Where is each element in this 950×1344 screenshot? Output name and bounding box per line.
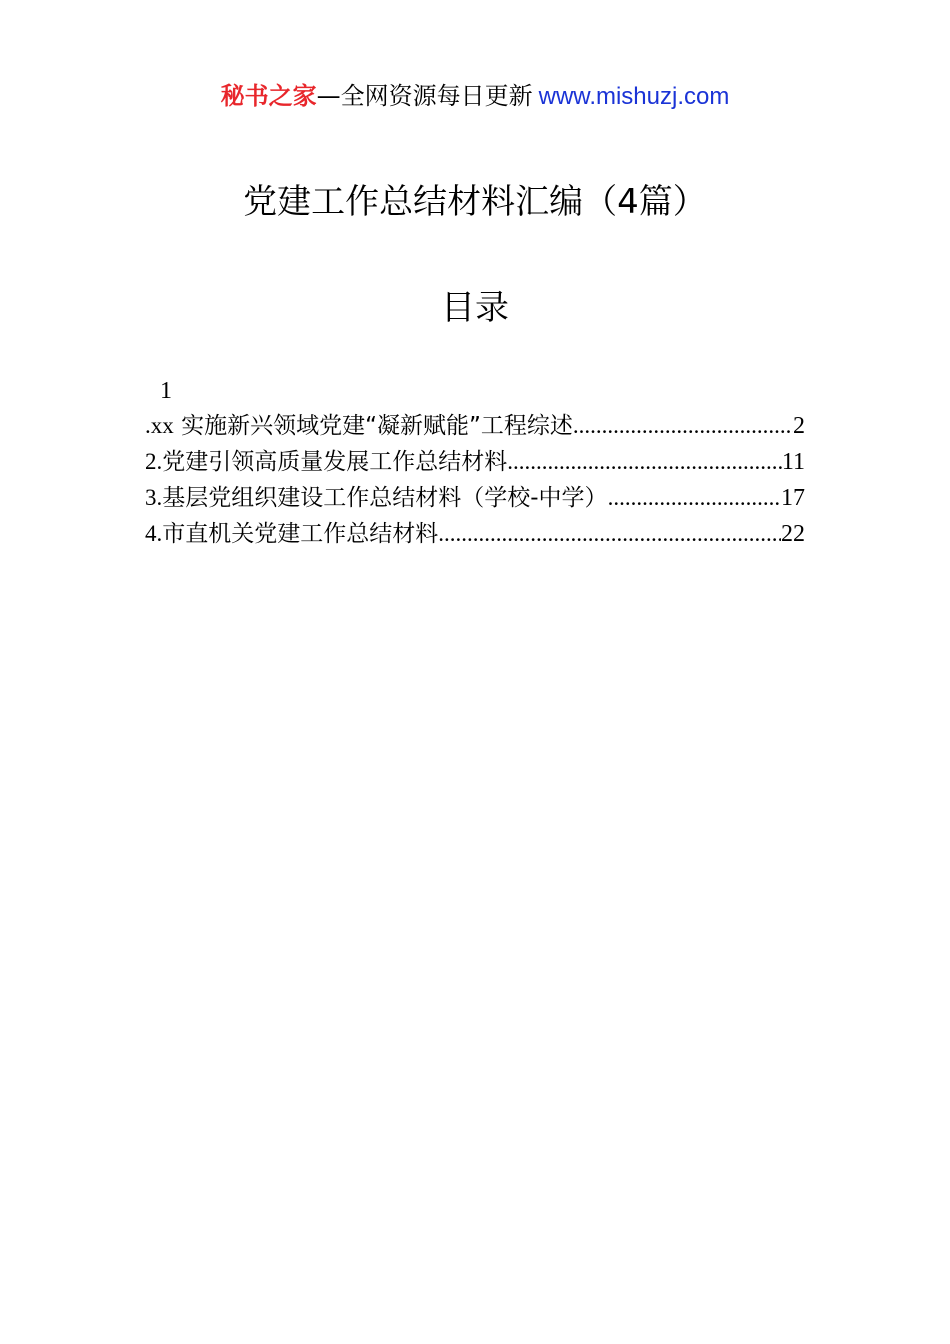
toc-entry-4-page: 22 (781, 521, 805, 547)
toc-entry-1-page: 2 (793, 413, 805, 439)
site-brand: 秘书之家 (220, 82, 317, 110)
toc-entry-2-page: 11 (781, 449, 805, 475)
document-title: 党建工作总结材料汇编（4篇） (243, 182, 707, 222)
toc-entry-3-page: 17 (781, 485, 805, 511)
table-of-contents (145, 374, 805, 552)
toc-entry-1-number: 1 (160, 378, 172, 404)
toc-entry-1-text: 实施新兴领域党建“凝新赋能”工程综述 (181, 413, 573, 439)
toc-entry-2-text: 党建引领高质量发展工作总结材料 (162, 449, 508, 475)
toc-entry-1-label (145, 408, 573, 444)
toc-entry-1[interactable] (145, 408, 805, 444)
toc-entry-4-leader (438, 516, 781, 551)
toc-entry-2-leader (507, 444, 782, 479)
toc-entry-4[interactable] (145, 516, 805, 552)
toc-entry-4-label (145, 516, 438, 552)
toc-entry-3-number: 3. (145, 485, 163, 510)
site-header (0, 78, 950, 115)
toc-entry-3-label (145, 480, 608, 516)
toc-entry-1-leader (573, 408, 793, 443)
toc-entry-1-prefix: .xx (145, 413, 174, 438)
toc-entry-2[interactable] (145, 444, 805, 480)
toc-entry-3-text: 基层党组织建设工作总结材料（学校-中学） (162, 485, 608, 511)
site-tagline: —全网资源每日更新 (316, 82, 533, 110)
toc-entry-2-label (145, 444, 507, 480)
toc-entry-4-text: 市直机关党建工作总结材料 (162, 521, 439, 547)
toc-entry-4-number: 4. (145, 521, 163, 546)
toc-entry-3[interactable] (145, 480, 805, 516)
toc-entry-2-number: 2. (145, 449, 163, 474)
toc-entry-3-leader (608, 480, 781, 515)
site-url-link[interactable]: www.mishuzj.com (538, 83, 730, 110)
toc-title: 目录 (441, 288, 509, 328)
